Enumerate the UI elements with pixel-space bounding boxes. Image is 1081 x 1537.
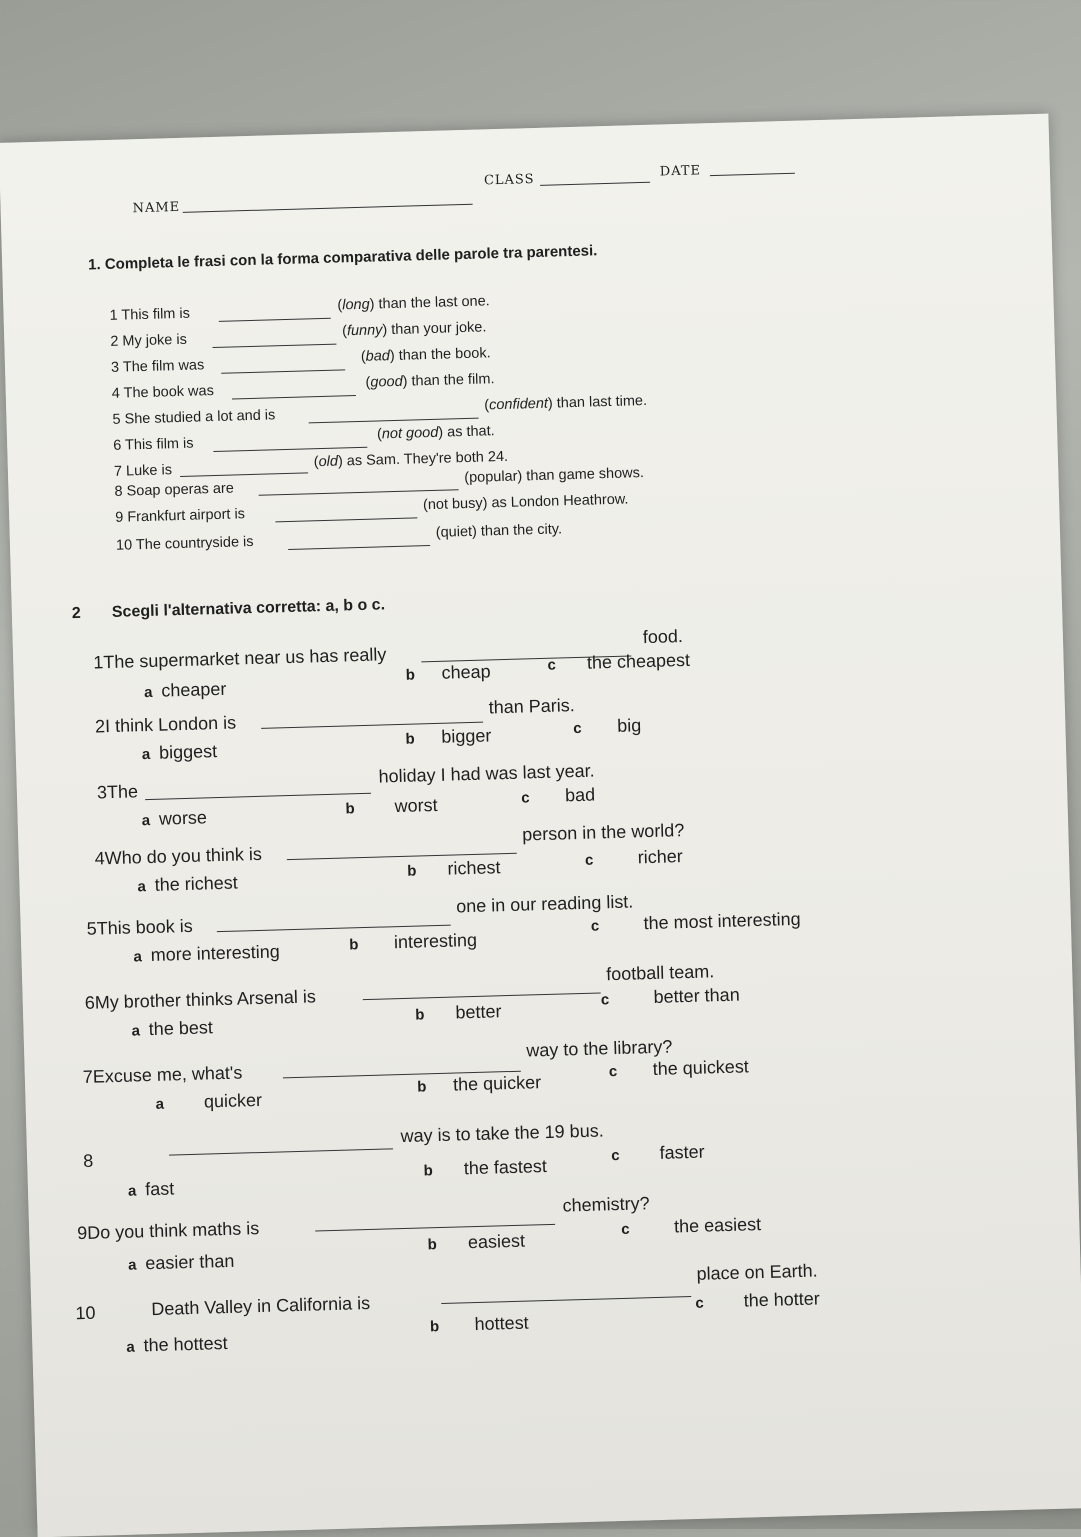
ex1-item-1-right: (long) than the last one. xyxy=(337,293,490,314)
ex2-q5-stem: 5This book is xyxy=(86,915,194,939)
ex2-q9-option-b[interactable]: b easiest xyxy=(427,1230,526,1254)
ex1-item-4-blank[interactable] xyxy=(232,395,356,399)
class-label: CLASS xyxy=(483,171,535,189)
ex1-item-9-blank[interactable] xyxy=(275,517,417,522)
ex2-q7-option-c[interactable]: c the quickest xyxy=(608,1056,750,1081)
worksheet-page xyxy=(0,114,1081,1537)
ex1-item-6-blank[interactable] xyxy=(213,447,367,452)
ex1-item-3-right: (bad) than the book. xyxy=(360,345,491,365)
ex1-item-7-blank[interactable] xyxy=(180,472,308,477)
ex2-q10-option-a[interactable]: a the hottest xyxy=(126,1333,228,1356)
date-field[interactable] xyxy=(710,173,795,176)
ex1-item-8-left: 8 Soap operas are xyxy=(114,480,235,500)
ex2-q9-end: chemistry? xyxy=(562,1193,650,1216)
ex1-item-1-blank[interactable] xyxy=(219,318,331,322)
ex1-item-7-right: (old) as Sam. They're both 24. xyxy=(313,448,509,471)
ex2-q9-stem: 9Do you think maths is xyxy=(76,1218,260,1244)
ex1-item-2-right: (funny) than your joke. xyxy=(341,319,487,340)
ex1-item-9-left: 9 Frankfurt airport is xyxy=(115,506,246,526)
ex2-q10-option-c[interactable]: c the hotter xyxy=(695,1288,821,1312)
ex1-item-10-right: (quiet) than the city. xyxy=(435,521,563,541)
ex2-q10-option-b[interactable]: b hottest xyxy=(429,1312,529,1336)
ex2-q7-stem: 7Excuse me, what's xyxy=(82,1062,243,1087)
ex1-item-8-blank[interactable] xyxy=(259,489,459,496)
ex2-q1-stem: 1The supermarket near us has really xyxy=(92,644,387,673)
exercise-2-number: 2 xyxy=(71,604,82,623)
ex2-q4-option-c[interactable]: c richer xyxy=(584,846,684,869)
ex2-q6-option-b[interactable]: b better xyxy=(415,1001,502,1024)
ex1-item-9-right: (not busy) as London Heathrow. xyxy=(422,491,629,514)
ex2-q7-option-b[interactable]: b the quicker xyxy=(417,1072,542,1096)
exercise-2-title: Scegli l'alternativa corretta: a, b o c. xyxy=(111,596,386,621)
ex2-q10-number: 10 xyxy=(75,1302,96,1324)
ex2-q1-option-c[interactable]: c the cheapest xyxy=(547,649,691,674)
ex2-q10-stem: Death Valley in California is xyxy=(151,1293,371,1320)
ex2-q6-end: football team. xyxy=(605,961,715,985)
ex1-item-6-right: (not good) as that. xyxy=(376,423,495,443)
ex1-item-1-left: 1 This film is xyxy=(109,305,191,324)
ex2-q8-stem: 8 xyxy=(82,1150,94,1171)
ex1-item-4-right: (good) than the film. xyxy=(365,371,495,391)
ex1-item-10-left: 10 The countryside is xyxy=(115,533,254,554)
ex2-q3-option-b[interactable]: b worst xyxy=(345,794,438,818)
ex1-item-2-left: 2 My joke is xyxy=(110,331,188,350)
ex1-item-5-blank[interactable] xyxy=(309,418,479,424)
ex2-q3-blank[interactable] xyxy=(145,793,371,800)
ex2-q1-end: food. xyxy=(642,626,684,648)
ex2-q6-option-c[interactable]: c better than xyxy=(600,984,740,1009)
ex2-q8-end: way is to take the 19 bus. xyxy=(400,1120,604,1147)
ex2-q10-blank[interactable] xyxy=(441,1296,691,1304)
ex2-q7-option-a[interactable]: a quicker xyxy=(155,1089,263,1113)
ex2-q8-option-a[interactable]: a fast xyxy=(127,1178,175,1200)
ex2-q3-end: holiday I had was last year. xyxy=(378,760,595,787)
ex2-q1-option-b[interactable]: b cheap xyxy=(405,661,491,684)
ex1-item-5-right: (confident) than last time. xyxy=(484,392,648,414)
ex1-item-7-left: 7 Luke is xyxy=(113,462,173,480)
ex2-q4-option-a[interactable]: a the richest xyxy=(137,872,239,896)
name-label: NAME xyxy=(132,199,181,217)
ex2-q8-option-c[interactable]: c faster xyxy=(611,1141,705,1165)
ex1-item-6-left: 6 This film is xyxy=(113,435,194,454)
ex2-q3-stem: 3The xyxy=(96,781,139,803)
ex2-q2-option-c[interactable]: c big xyxy=(573,715,642,738)
ex2-q2-stem: 2I think London is xyxy=(94,712,237,737)
ex2-q3-option-a[interactable]: a worse xyxy=(141,807,208,830)
ex1-item-2-blank[interactable] xyxy=(213,344,337,348)
ex2-q7-end: way to the library? xyxy=(525,1036,673,1061)
ex1-item-4-left: 4 The book was xyxy=(111,383,215,402)
date-label: DATE xyxy=(659,163,702,180)
ex2-q6-blank[interactable] xyxy=(363,992,601,1000)
ex1-item-8-right: (popular) than game shows. xyxy=(464,465,645,487)
ex1-item-3-blank[interactable] xyxy=(221,369,345,373)
ex2-q2-option-b[interactable]: b bigger xyxy=(405,725,492,748)
ex2-q4-option-b[interactable]: b richest xyxy=(406,857,501,880)
ex2-q5-option-a[interactable]: a more interesting xyxy=(133,941,280,966)
ex2-q8-blank[interactable] xyxy=(169,1148,393,1155)
exercise-1-title: 1. Completa le frasi con la forma comparativa delle parole tra parentesi. xyxy=(87,242,598,274)
class-field[interactable] xyxy=(540,182,650,186)
ex1-item-5-left: 5 She studied a lot and is xyxy=(112,407,276,428)
ex2-q6-stem: 6My brother thinks Arsenal is xyxy=(84,986,317,1013)
ex2-q8-option-b[interactable]: b the fastest xyxy=(423,1156,548,1180)
ex2-q2-end: than Paris. xyxy=(488,695,575,718)
ex2-q9-option-c[interactable]: c the easiest xyxy=(621,1214,762,1238)
ex2-q5-end: one in our reading list. xyxy=(455,891,634,917)
ex2-q3-option-c[interactable]: c bad xyxy=(520,784,596,807)
ex1-item-10-blank[interactable] xyxy=(288,545,430,550)
name-field[interactable] xyxy=(183,204,473,213)
ex2-q9-option-a[interactable]: a easier than xyxy=(127,1250,235,1274)
ex2-q4-end: person in the world? xyxy=(521,820,685,845)
ex2-q5-option-c[interactable]: c the most interesting xyxy=(590,908,801,935)
ex2-q4-stem: 4Who do you think is xyxy=(94,843,263,869)
ex1-item-3-left: 3 The film was xyxy=(110,357,205,376)
ex2-q1-option-a[interactable]: a cheaper xyxy=(143,678,227,702)
ex2-q6-option-a[interactable]: a the best xyxy=(131,1017,214,1040)
ex2-q5-option-b[interactable]: b interesting xyxy=(349,929,478,954)
ex2-q10-end: place on Earth. xyxy=(696,1260,818,1284)
ex2-q2-option-a[interactable]: a biggest xyxy=(141,741,218,764)
